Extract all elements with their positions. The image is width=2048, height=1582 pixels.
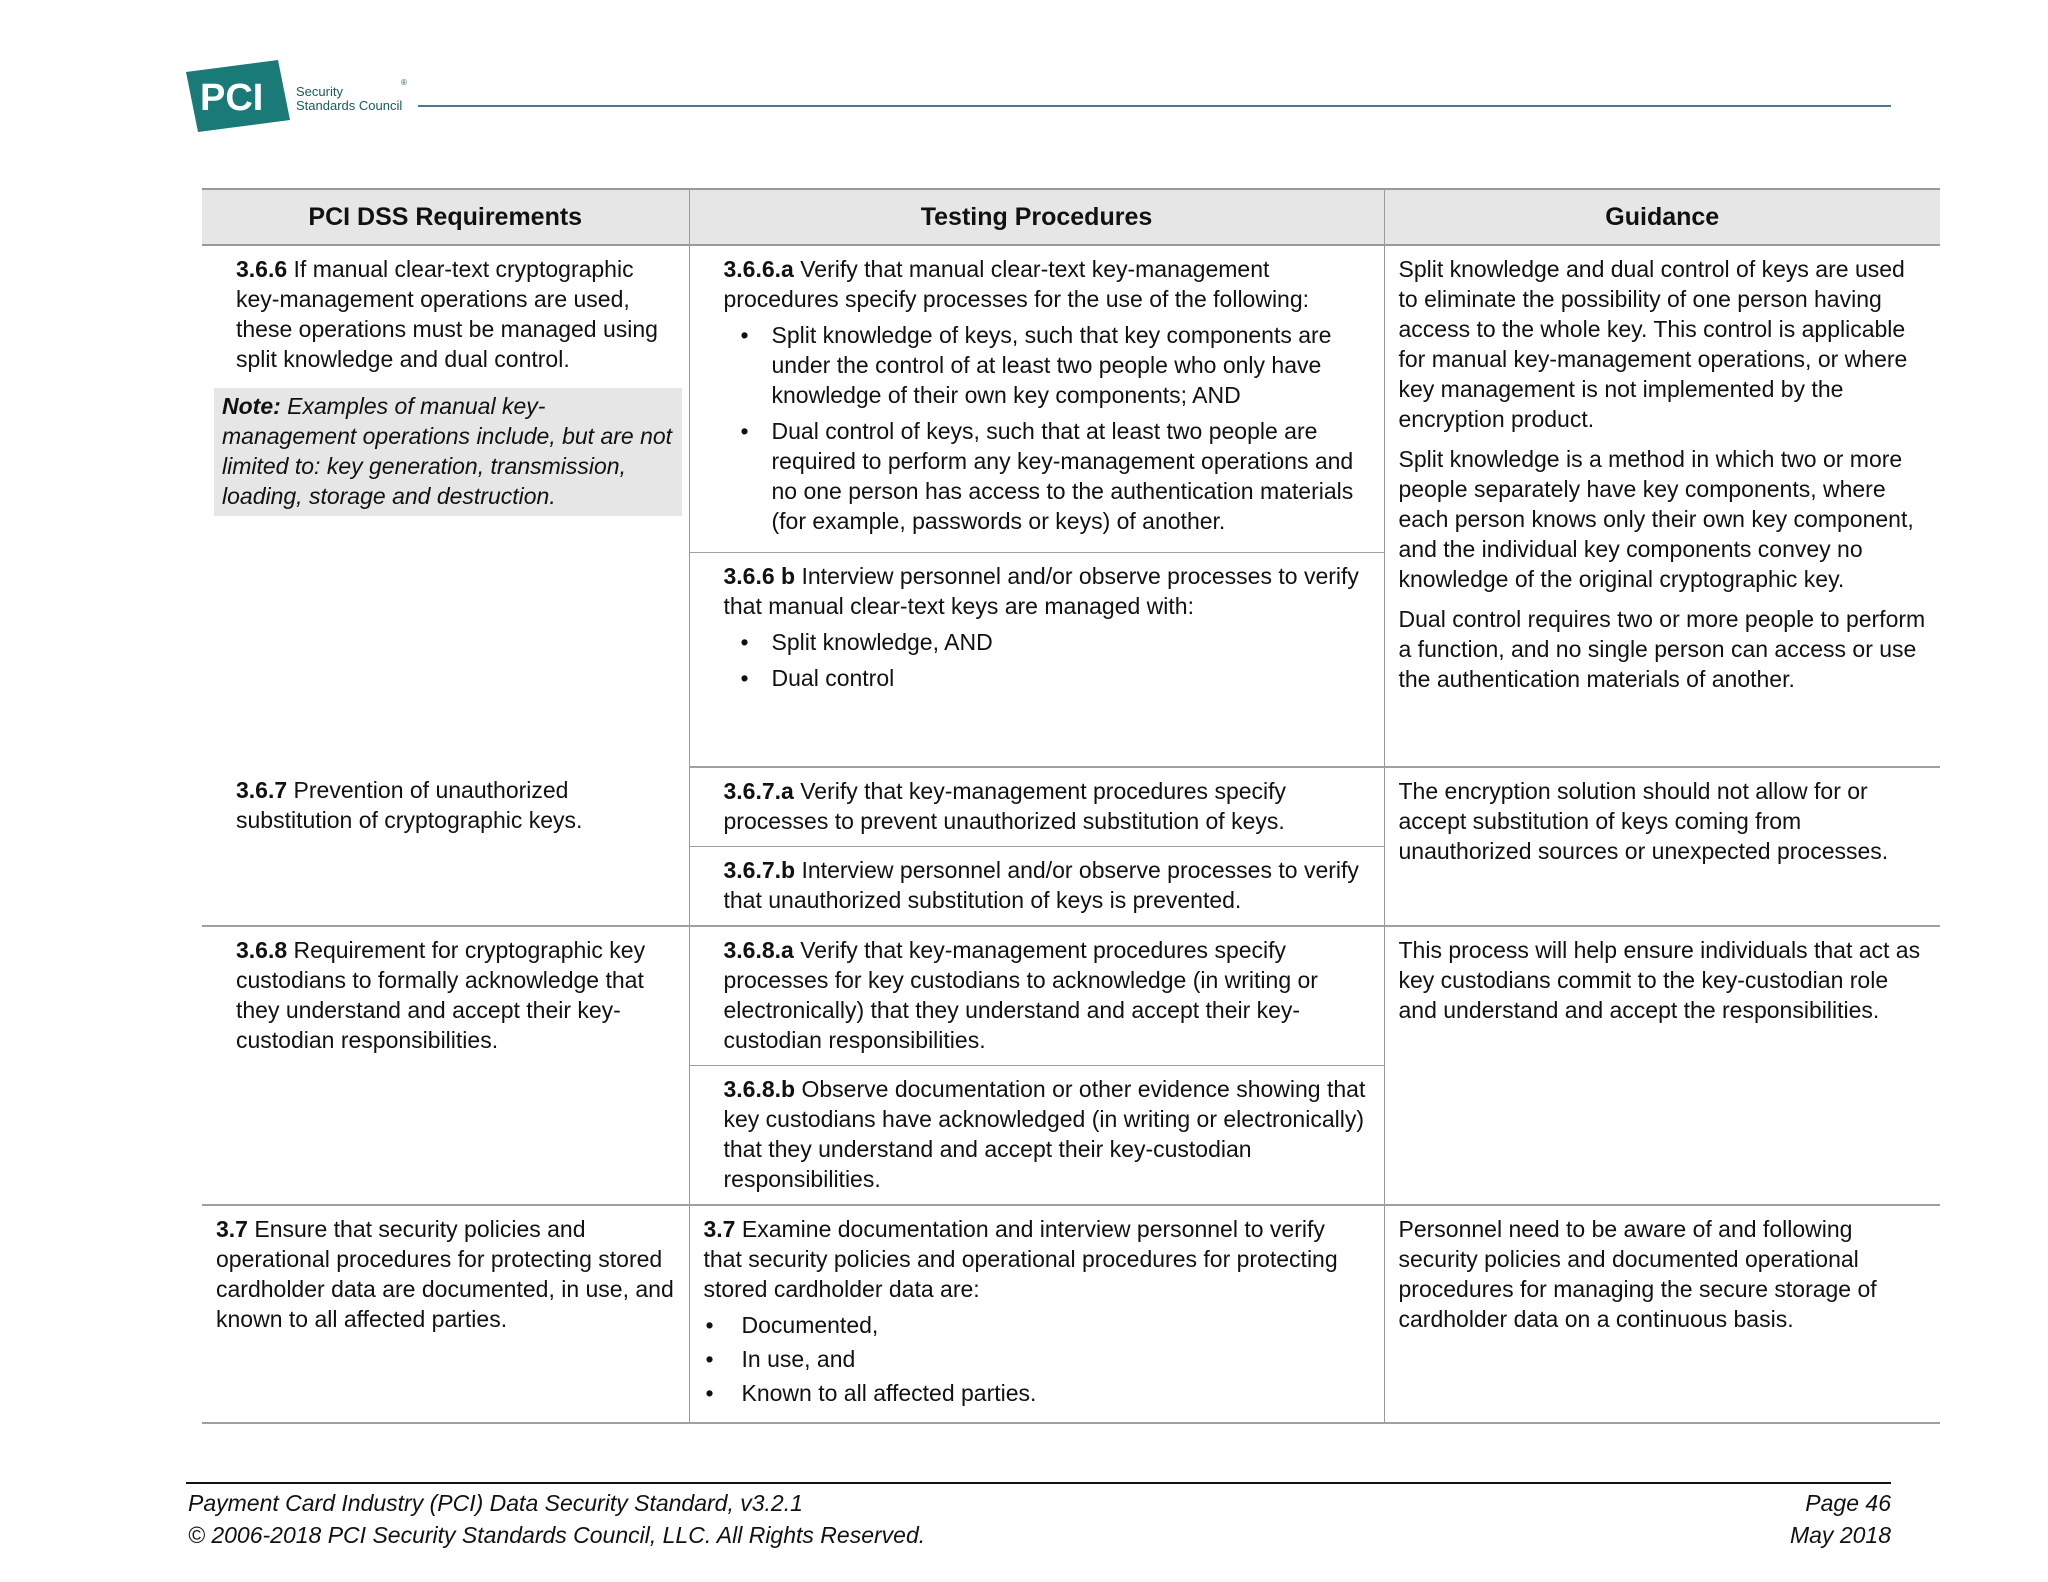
test-3-7-list	[704, 1310, 1370, 1408]
list-item: • Dual control	[724, 663, 1370, 693]
test-3-6-6-b-list	[724, 627, 1370, 693]
guidance-paragraph: The encryption solution should not allow for or accept substitution of keys coming from unauthorized sources or unexpected processes.	[1398, 778, 1889, 864]
header-rule	[418, 105, 1891, 107]
guidance-paragraph: This process will help ensure individuals that act as key custodians commit to the key-custodian role and understand and accept the responsibilities.	[1398, 937, 1921, 1023]
requirements-table	[202, 188, 1940, 1424]
test-3-6-8-a-cell	[689, 926, 1384, 1066]
req-3-7-cell	[202, 1205, 689, 1423]
req-3-6-8-text: 3.6.8 Requirement for cryptographic key custodians to formally acknowledge that they understand and accept their key-custodian responsibilities.	[236, 937, 646, 1053]
req-3-7-text: 3.7 Ensure that security policies and operational procedures for protecting stored cardholder data are documented, in use, and known to all affected parties.	[216, 1216, 674, 1332]
list-item: • In use, and	[704, 1344, 1370, 1374]
guidance-paragraph: Dual control requires two or more people to perform a function, and no single person can access or use the authentication materials of another.	[1398, 606, 1926, 692]
req-3-6-6-text: 3.6.6 If manual clear-text cryptographic key-management operations are used, these operations must be managed using split knowledge and dual control.	[236, 256, 658, 372]
guidance-3-6-8-cell	[1384, 926, 1940, 1205]
list-item: • Known to all affected parties.	[704, 1378, 1370, 1408]
logo-line2: Standards Council	[296, 98, 403, 113]
test-3-6-7-b-text: 3.6.7.b Interview personnel and/or observe processes to verify that unauthorized substitution of keys is prevented.	[723, 857, 1359, 913]
footer-document-title: Payment Card Industry (PCI) Data Security Standard, v3.2.1	[188, 1490, 803, 1516]
guidance-paragraph: Split knowledge is a method in which two or more people separately have key components, where each person knows only their own key component, and the individual key components convey no knowledge of the original cryptographic key.	[1398, 446, 1914, 592]
footer-date: May 2018	[1789, 1522, 1891, 1548]
test-3-6-6-b-text: 3.6.6 b Interview personnel and/or observe processes to verify that manual clear-text keys are managed with:	[723, 563, 1359, 619]
test-3-6-7-a-text: 3.6.7.a Verify that key-management procedures specify processes to prevent unauthorized substitution of keys.	[723, 778, 1287, 834]
table-row-3-7	[202, 1205, 1940, 1423]
test-3-6-8-b-text: 3.6.8.b Observe documentation or other evidence showing that key custodians have acknowledged (in writing or electronically) that they understand and accept their key-custodian responsibilities.	[723, 1076, 1366, 1192]
header-guidance: Guidance	[1384, 189, 1940, 245]
logo-line1: Security	[296, 84, 343, 99]
table-row-3-6-8-a	[202, 926, 1940, 1066]
list-item: • Dual control of keys, such that at least two people are required to perform any key-management operations and no one person has access to the authentication materials (for example, passwords or keys) of another.	[724, 416, 1370, 536]
header-testing-procedures: Testing Procedures	[689, 189, 1384, 245]
test-3-7-text: 3.7 Examine documentation and interview personnel to verify that security policies and operational procedures for protecting stored cardholder data are:	[703, 1216, 1338, 1302]
req-3-6-7-text: 3.6.7 Prevention of unauthorized substitution of cryptographic keys.	[236, 777, 583, 833]
guidance-paragraph: Split knowledge and dual control of keys are used to eliminate the possibility of one person having access to the whole key. This control is applicable for manual key-management operations, or where key management is not implemented by the encryption product.	[1398, 256, 1908, 432]
req-3-6-7-cell	[202, 767, 689, 926]
table-row-3-6-6-a	[202, 245, 1940, 553]
footer-copyright: © 2006-2018 PCI Security Standards Council, LLC. All Rights Reserved.	[188, 1522, 926, 1548]
header-requirements: PCI DSS Requirements	[202, 189, 689, 245]
req-3-6-8-cell	[202, 926, 689, 1205]
pci-ssc-logo	[186, 60, 416, 132]
guidance-3-6-7-cell	[1384, 767, 1940, 926]
list-item: • Split knowledge, AND	[724, 627, 1370, 657]
table-row-3-6-7-a	[202, 767, 1940, 847]
test-3-6-6-b-cell	[689, 553, 1384, 768]
guidance-paragraph: Personnel need to be aware of and following security policies and documented operational procedures for managing the secure storage of cardholder data on a continuous basis.	[1398, 1216, 1877, 1332]
guidance-3-6-6-cell	[1384, 245, 1940, 767]
list-item: • Documented,	[704, 1310, 1370, 1340]
registered-mark: ®	[401, 78, 407, 87]
test-3-6-6-a-text: 3.6.6.a Verify that manual clear-text key-management procedures specify processes for the use of the following:	[723, 256, 1310, 312]
req-3-6-6-cell	[202, 245, 689, 767]
table-header-row	[202, 189, 1940, 245]
test-3-6-8-a-text: 3.6.8.a Verify that key-management procedures specify processes for key custodians to acknowledge (in writing or electronically) that they understand and accept their key-custodian responsibilities.	[723, 937, 1318, 1053]
list-item: • Split knowledge of keys, such that key components are under the control of at least two people who only have knowledge of their own key components; AND	[724, 320, 1370, 410]
test-3-6-7-a-cell	[689, 767, 1384, 847]
test-3-7-cell	[689, 1205, 1384, 1423]
test-3-6-6-a-cell	[689, 245, 1384, 553]
logo-mark-text: PCI	[200, 77, 264, 119]
footer-rule	[186, 1482, 1891, 1484]
footer-page-number: Page 46	[1805, 1490, 1891, 1516]
test-3-6-8-b-cell	[689, 1066, 1384, 1206]
guidance-3-7-cell	[1384, 1205, 1940, 1423]
test-3-6-7-b-cell	[689, 847, 1384, 927]
test-3-6-6-a-list	[724, 320, 1370, 536]
req-3-6-6-note: Note: Examples of manual key-management operations include, but are not limited to: key generation, transmission, loading, storage and destruction.	[214, 388, 682, 516]
